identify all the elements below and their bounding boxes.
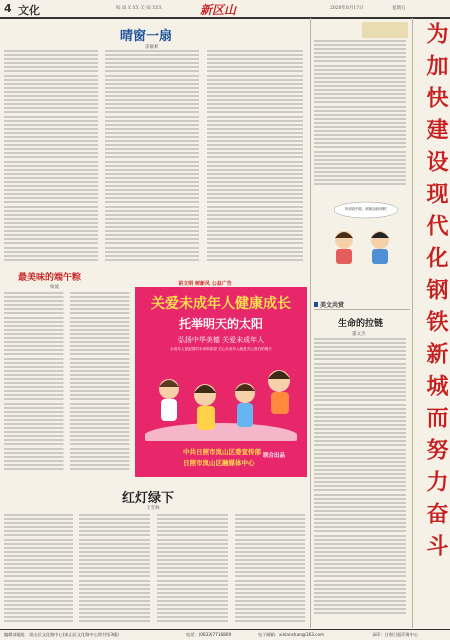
public-service-ad	[135, 287, 307, 477]
ad-small-line: 未成年人是祖国的未来和希望 关心未成年人就是关心我们的明天	[170, 347, 272, 351]
article-body	[314, 338, 410, 626]
article-title: 红灯绿下	[122, 491, 175, 506]
children-illustration	[145, 359, 297, 441]
article-body	[235, 514, 308, 626]
header-rule	[0, 17, 450, 19]
article-body	[4, 50, 102, 265]
small-banner-graphic	[362, 22, 408, 38]
ad-sponsor: 日照市岚山区融媒体中心	[183, 459, 255, 467]
ad-top-label: 讲文明 树新风 公益广告	[178, 281, 232, 287]
footer-email: 电子邮箱：xinlanshan@163.com	[258, 632, 325, 637]
header-bar	[0, 0, 450, 18]
footer-rule	[0, 629, 450, 630]
vertical-slogan-text: 为加快建设现代化钢铁新城而努力奋斗	[423, 22, 448, 566]
article-body	[314, 40, 410, 190]
ad-headline: 关爱未成年人健康成长	[151, 296, 291, 312]
footer	[0, 631, 450, 640]
section-label	[314, 300, 344, 309]
article-body	[207, 50, 307, 265]
article-title: 晴窗一扇	[120, 29, 173, 44]
ad-slogan: 弘扬中华美德 关爱未成年人	[177, 336, 265, 344]
column-divider	[310, 18, 311, 628]
article-body	[79, 514, 153, 626]
article-title: 最美味的端午粽	[18, 273, 82, 283]
issue-weekday: 星期五	[392, 6, 406, 11]
footer-printer: 承印：日照日报印务中心	[372, 632, 419, 637]
footer-phone: 电话：(0633)7716809	[186, 632, 232, 637]
article-body	[4, 292, 66, 474]
article-byline: 雷敏莉	[145, 45, 159, 50]
article-body	[4, 514, 76, 626]
article-body	[157, 514, 231, 626]
column-divider	[412, 18, 413, 628]
speech-bubble: 快到高中啦，那就加油冲啊！	[344, 207, 390, 211]
article-body	[70, 292, 132, 474]
section-title: 文化	[18, 4, 40, 17]
section-rule	[314, 309, 410, 310]
footer-address: 编辑部地址：岚山区文化路中心(岚山区文化路中心图书馆3楼)	[4, 632, 119, 637]
page-number: 4	[4, 2, 12, 15]
vertical-slogan	[416, 22, 448, 626]
section-label-text: 美文共赏	[320, 302, 345, 309]
article-byline: 王雪林	[146, 506, 160, 511]
issue-date: 2020年8月17日	[330, 6, 364, 11]
cartoon-illustration	[314, 196, 410, 266]
masthead-logo: 新区山	[200, 3, 237, 17]
article-title: 生命的拉链	[338, 319, 384, 329]
ad-subheadline: 托举明天的太阳	[178, 317, 263, 331]
editor-info: 编 辑 X XX 美 编 XXX	[116, 6, 162, 11]
article-byline: 杨波	[50, 285, 59, 290]
article-body	[105, 50, 203, 265]
ad-sponsor: 中共日照市岚山区委宣传部	[183, 448, 261, 456]
ad-badge: 联合出品	[263, 453, 286, 459]
article-byline: 董文杰	[352, 332, 366, 337]
